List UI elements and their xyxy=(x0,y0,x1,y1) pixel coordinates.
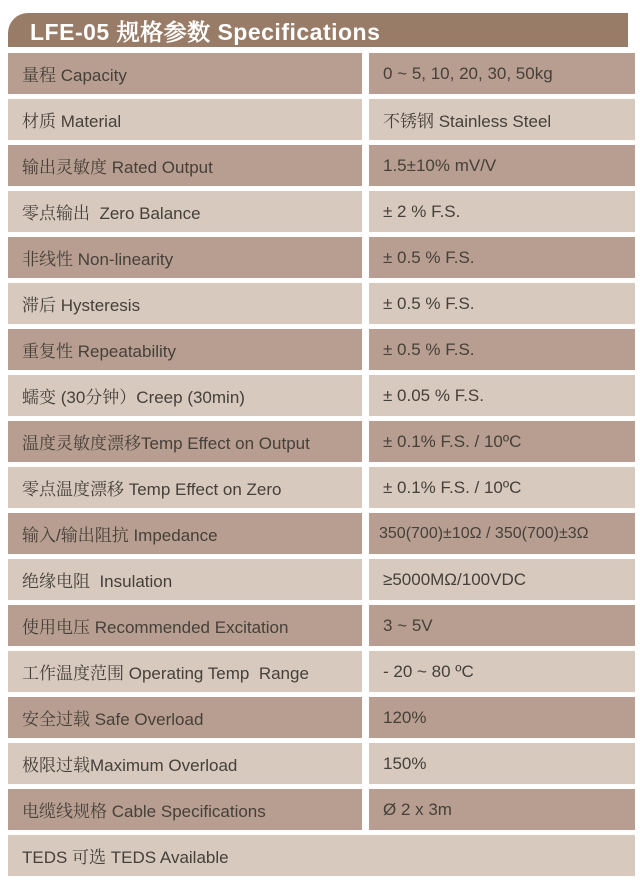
table-row-safe-overload xyxy=(8,697,635,738)
table-row-maximum-overload xyxy=(8,743,635,784)
spec-label: 材质 Material xyxy=(8,99,362,140)
spec-label: TEDS 可选 TEDS Available xyxy=(8,835,635,876)
table-row-repeatability xyxy=(8,329,635,370)
table-row-impedance xyxy=(8,513,635,554)
spec-label: 电缆线规格 Cable Specifications xyxy=(8,789,362,830)
spec-value: ≥5000MΩ/100VDC xyxy=(369,559,635,600)
spec-value: 不锈钢 Stainless Steel xyxy=(369,99,635,140)
table-row-insulation xyxy=(8,559,635,600)
spec-label: 零点温度漂移 Temp Effect on Zero xyxy=(8,467,362,508)
spec-label: 使用电压 Recommended Excitation xyxy=(8,605,362,646)
spec-label: 绝缘电阻 Insulation xyxy=(8,559,362,600)
table-row-cable-specifications xyxy=(8,789,635,830)
spec-value: 3 ~ 5V xyxy=(369,605,635,646)
spec-value: 150% xyxy=(369,743,635,784)
table-row-capacity xyxy=(8,53,635,94)
table-row-creep xyxy=(8,375,635,416)
spec-value: ± 0.5 % F.S. xyxy=(369,283,635,324)
spec-table xyxy=(8,53,635,876)
table-row-temp-effect-output xyxy=(8,421,635,462)
spec-value: ± 0.1% F.S. / 10ºC xyxy=(369,421,635,462)
spec-value: 1.5±10% mV/V xyxy=(369,145,635,186)
spec-value: ± 2 % F.S. xyxy=(369,191,635,232)
spec-label: 滞后 Hysteresis xyxy=(8,283,362,324)
table-row-teds xyxy=(8,835,635,876)
spec-label: 量程 Capacity xyxy=(8,53,362,94)
spec-label: 输入/输出阻抗 Impedance xyxy=(8,513,362,554)
spec-label: 输出灵敏度 Rated Output xyxy=(8,145,362,186)
spec-value: ± 0.05 % F.S. xyxy=(369,375,635,416)
spec-value: Ø 2 x 3m xyxy=(369,789,635,830)
spec-label: 零点输出 Zero Balance xyxy=(8,191,362,232)
spec-label: 温度灵敏度漂移Temp Effect on Output xyxy=(8,421,362,462)
spec-label: 工作温度范围 Operating Temp Range xyxy=(8,651,362,692)
spec-value: ± 0.5 % F.S. xyxy=(369,329,635,370)
table-row-rated-output xyxy=(8,145,635,186)
table-row-non-linearity xyxy=(8,237,635,278)
spec-label: 安全过载 Safe Overload xyxy=(8,697,362,738)
spec-label: 非线性 Non-linearity xyxy=(8,237,362,278)
spec-value: - 20 ~ 80 ºC xyxy=(369,651,635,692)
spec-value: 350(700)±10Ω / 350(700)±3Ω xyxy=(369,513,635,554)
spec-value: 120% xyxy=(369,697,635,738)
spec-label: 重复性 Repeatability xyxy=(8,329,362,370)
spec-header-bar xyxy=(8,13,628,47)
spec-value: 0 ~ 5, 10, 20, 30, 50kg xyxy=(369,53,635,94)
table-row-excitation xyxy=(8,605,635,646)
page-title: LFE-05 规格参数 Specifications xyxy=(30,18,381,45)
spec-value: ± 0.5 % F.S. xyxy=(369,237,635,278)
spec-label: 极限过载Maximum Overload xyxy=(8,743,362,784)
table-row-hysteresis xyxy=(8,283,635,324)
table-row-zero-balance xyxy=(8,191,635,232)
table-row-operating-temp xyxy=(8,651,635,692)
table-row-temp-effect-zero xyxy=(8,467,635,508)
table-row-material xyxy=(8,99,635,140)
spec-value: ± 0.1% F.S. / 10ºC xyxy=(369,467,635,508)
spec-label: 蠕变 (30分钟）Creep (30min) xyxy=(8,375,362,416)
